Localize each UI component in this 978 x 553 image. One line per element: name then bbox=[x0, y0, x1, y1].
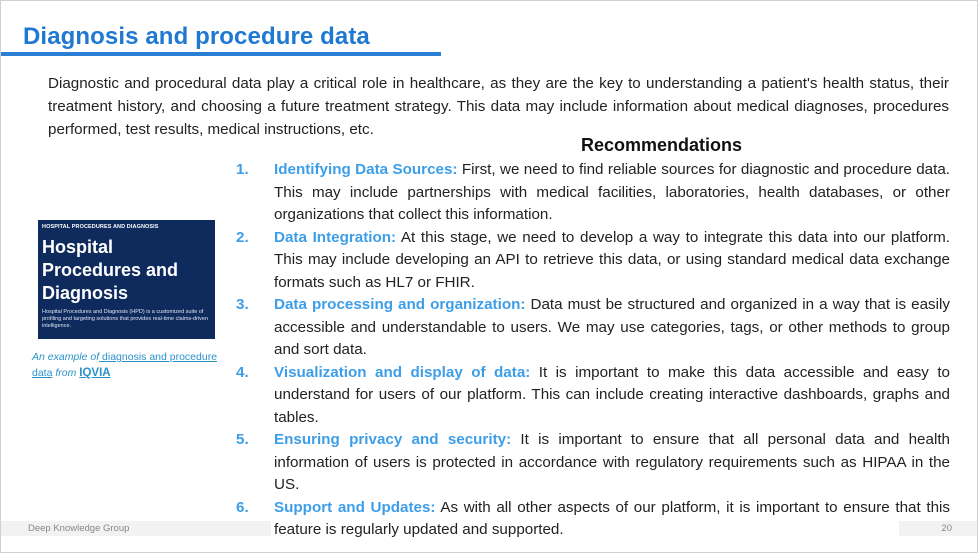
iqvia-link[interactable]: IQVIA bbox=[79, 367, 111, 379]
recommendation-item bbox=[236, 227, 950, 295]
slide-title: Diagnosis and procedure data bbox=[23, 23, 370, 50]
iqvia-example-thumbnail[interactable] bbox=[38, 220, 215, 339]
thumbnail-caption bbox=[32, 349, 232, 381]
page-number: 20 bbox=[899, 521, 978, 536]
recommendation-text: As with all other aspects of our platform, it is important to ensure that this feature is regularly updated and supported. bbox=[274, 498, 950, 538]
recommendation-item bbox=[236, 429, 950, 497]
recommendation-heading: Ensuring privacy and security: bbox=[274, 431, 512, 448]
recommendation-item bbox=[236, 294, 950, 362]
recommendation-text: First, we need to find reliable sources for diagnostic and procedure data. This may include partnerships with medical facilities, laboratories, health databases, or other organizations that collect this information. bbox=[274, 161, 950, 223]
recommendation-text: At this stage, we need to develop a way to integrate this data into our platform. This may include developing an API to retrieve this data, or using standard medical data exchange formats such as HL7 or FHIR. bbox=[274, 228, 950, 291]
recommendation-heading: Data processing and organization: bbox=[274, 296, 526, 313]
footer-company: Deep Knowledge Group bbox=[1, 521, 271, 536]
intro-paragraph: Diagnostic and procedural data play a critical role in healthcare, as they are the key to understanding a patient's health status, their treatment history, and choosing a future treatment strategy. This data may include information about medical diagnoses, procedures performed, test results, medical instructions, etc. bbox=[48, 75, 949, 138]
recommendation-number: 1. bbox=[236, 161, 249, 178]
recommendation-item bbox=[236, 159, 950, 227]
thumbnail-description: Hospital Procedures and Diagnosis (HPD) is a customized suite of profiling and targeting solutions that provides real-time claims-driven intelligence. bbox=[42, 309, 208, 329]
recommendation-number: 3. bbox=[236, 296, 249, 313]
recommendation-heading: Visualization and display of data: bbox=[274, 363, 531, 381]
caption-prefix: An example of bbox=[32, 351, 100, 363]
recommendation-item bbox=[236, 497, 950, 542]
thumbnail-small-heading: HOSPITAL PROCEDURES AND DIAGNOSIS bbox=[42, 224, 159, 230]
recommendations-list bbox=[236, 159, 950, 542]
recommendation-number: 5. bbox=[236, 431, 249, 448]
recommendation-text: Data must be structured and organized in a way that is easily accessible and understandable to users. We may use categories, tags, or other methods to group and sort data. bbox=[274, 296, 950, 358]
thumbnail-title: Hospital Procedures and Diagnosis bbox=[42, 237, 179, 303]
recommendations-heading: Recommendations bbox=[581, 135, 743, 155]
recommendation-heading: Data Integration: bbox=[274, 228, 397, 246]
recommendation-text: It is important to make this data accessible and easy to understand for users of our platform. This can include creating interactive dashboards, graphs and tables. bbox=[274, 363, 951, 426]
caption-link[interactable]: diagnosis and procedure data bbox=[32, 351, 218, 379]
recommendation-number: 4. bbox=[236, 363, 249, 381]
recommendation-number: 2. bbox=[236, 228, 249, 246]
recommendation-item bbox=[236, 362, 950, 430]
recommendation-heading: Support and Updates: bbox=[274, 498, 436, 516]
caption-from: from bbox=[52, 367, 80, 379]
recommendation-number: 6. bbox=[236, 498, 249, 516]
recommendation-text: It is important to ensure that all personal data and health information of users is protected in accordance with regulatory requirements such as HIPAA in the US. bbox=[274, 431, 950, 493]
recommendation-heading: Identifying Data Sources: bbox=[274, 161, 458, 178]
title-underline-bar bbox=[1, 52, 441, 56]
